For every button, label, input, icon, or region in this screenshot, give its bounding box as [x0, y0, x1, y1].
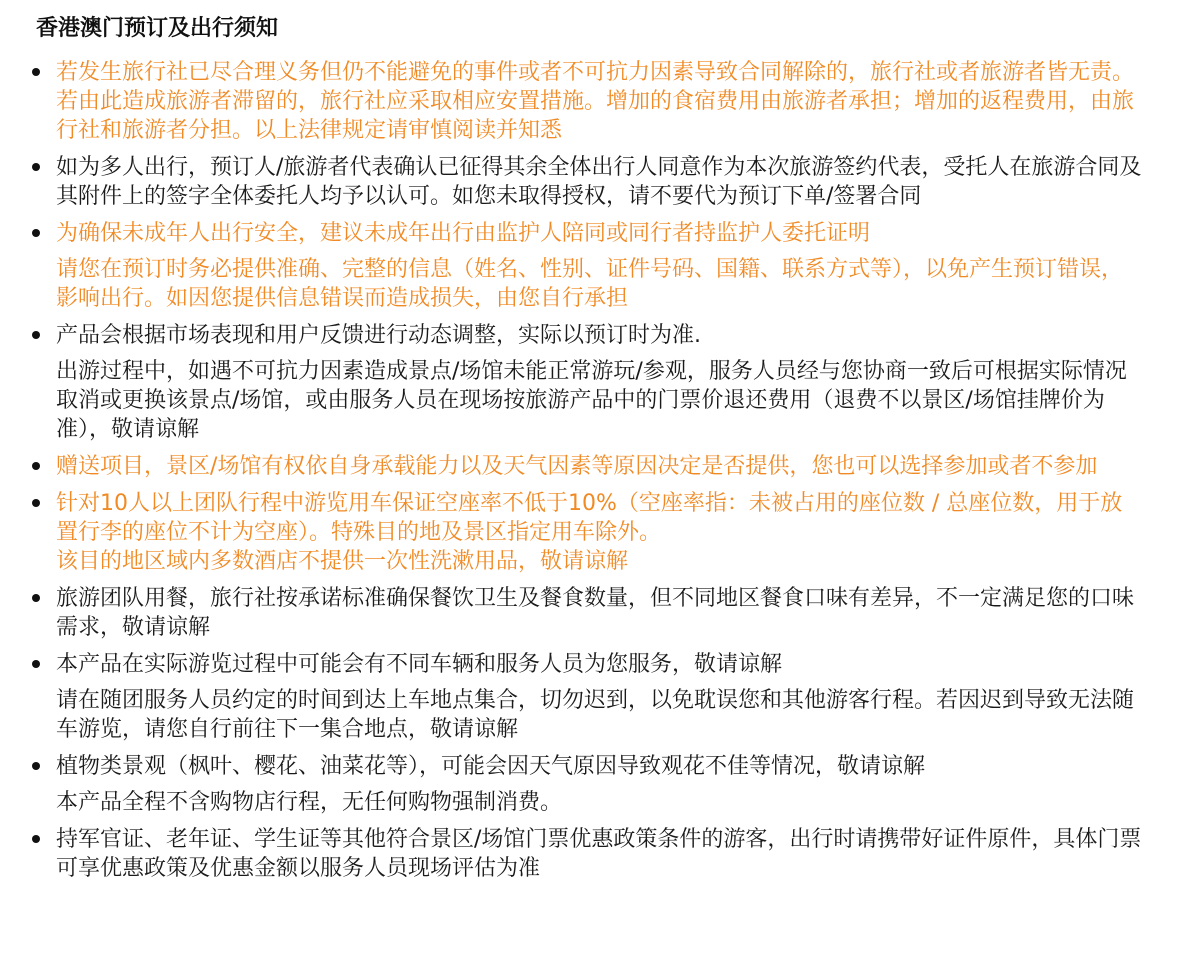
- note-item: [36, 650, 1144, 744]
- note-item: [36, 825, 1144, 883]
- note-item: [36, 584, 1144, 642]
- note-item: [36, 752, 1144, 817]
- note-paragraph: 请您在预订时务必提供准确、完整的信息（姓名、性别、证件号码、国籍、联系方式等），以免产生预订错误，影响出行。如因您提供信息错误而造成损失，由您自行承担: [56, 257, 1124, 311]
- note-item: [36, 489, 1144, 576]
- note-paragraph: 请在随团服务人员约定的时间到达上车地点集合，切勿迟到，以免耽误您和其他游客行程。若因迟到导致无法随车游览，请您自行前往下一集合地点，敬请谅解: [56, 688, 1135, 742]
- note-item: [36, 58, 1144, 145]
- bullet-icon: [32, 163, 40, 171]
- note-paragraph: 旅游团队用餐，旅行社按承诺标准确保餐饮卫生及餐食数量，但不同地区餐食口味有差异，不一定满足您的口味需求，敬请谅解: [56, 586, 1135, 640]
- note-item: [36, 321, 1144, 444]
- note-paragraph: 出游过程中，如遇不可抗力因素造成景点/场馆未能正常游玩/参观，服务人员经与您协商一致后可根据实际情况取消或更换该景点/场馆，或由服务人员在现场按旅游产品中的门票价退还费用（退费不以景区/场馆挂牌价为准），敬请谅解: [56, 359, 1127, 442]
- bullet-icon: [32, 499, 40, 507]
- note-paragraph: 持军官证、老年证、学生证等其他符合景区/场馆门票优惠政策条件的游客，出行时请携带好证件原件，具体门票可享优惠政策及优惠金额以服务人员现场评估为准: [56, 827, 1142, 881]
- note-paragraph: 本产品在实际游览过程中可能会有不同车辆和服务人员为您服务，敬请谅解: [56, 652, 783, 677]
- note-paragraph: 产品会根据市场表现和用户反馈进行动态调整，实际以预订时为准.: [56, 323, 701, 348]
- bullet-icon: [32, 762, 40, 770]
- bullet-icon: [32, 660, 40, 668]
- note-paragraph: 如为多人出行，预订人/旅游者代表确认已征得其余全体出行人同意作为本次旅游签约代表，受托人在旅游合同及其附件上的签字全体委托人均予以认可。如您未取得授权，请不要代为预订下单/签署合同: [56, 155, 1142, 209]
- note-item: [36, 153, 1144, 211]
- note-paragraph: 若发生旅行社已尽合理义务但仍不能避免的事件或者不可抗力因素导致合同解除的，旅行社或者旅游者皆无责。若由此造成旅游者滞留的，旅行社应采取相应安置措施。增加的食宿费用由旅游者承担；增加的返程费用，由旅行社和旅游者分担。以上法律规定请审慎阅读并知悉: [56, 60, 1135, 143]
- note-paragraph: 植物类景观（枫叶、樱花、油菜花等），可能会因天气原因导致观花不佳等情况，敬请谅解: [56, 754, 926, 779]
- bullet-icon: [32, 594, 40, 602]
- note-item: [36, 452, 1144, 481]
- bullet-icon: [32, 462, 40, 470]
- note-paragraph: 本产品全程不含购物店行程，无任何购物强制消费。: [56, 790, 563, 815]
- bullet-icon: [32, 229, 40, 237]
- page-title: 香港澳门预订及出行须知: [36, 16, 279, 41]
- note-paragraph: 针对10人以上团队行程中游览用车保证空座率不低于10%（空座率指：未被占用的座位数 / 总座位数，用于放置行李的座位不计为空座）。特殊目的地及景区指定用车除外。 该目的地区域内多数酒店不提供一次性洗漱用品，敬请谅解: [56, 491, 1123, 574]
- note-paragraph: 为确保未成年人出行安全，建议未成年出行由监护人陪同或同行者持监护人委托证明: [56, 221, 871, 246]
- bullet-icon: [32, 68, 40, 76]
- note-paragraph: 赠送项目，景区/场馆有权依自身承载能力以及天气因素等原因决定是否提供，您也可以选择参加或者不参加: [56, 454, 1098, 479]
- bullet-icon: [32, 331, 40, 339]
- bullet-icon: [32, 835, 40, 843]
- notes-list: [36, 58, 1144, 883]
- note-item: [36, 219, 1144, 313]
